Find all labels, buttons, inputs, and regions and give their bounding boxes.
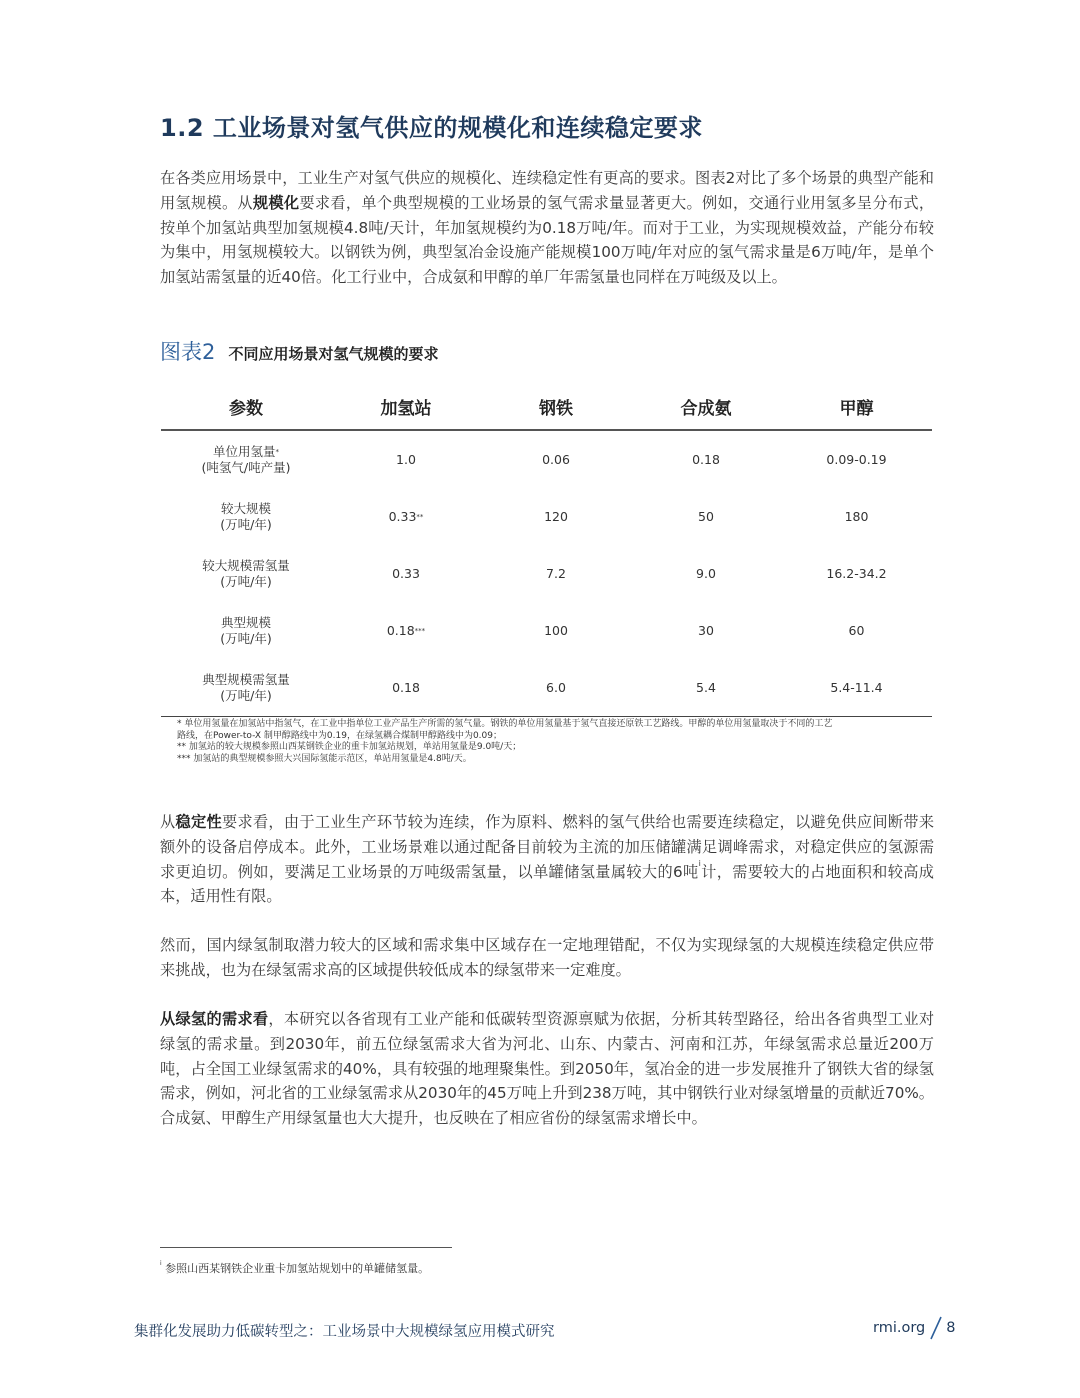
paragraph-text: 要求看，单个典型规模的工业场景的氢气需求量显著更大。例如，交通行业用氢多呈分布式，按单个加氢站典型加氢规模4.8吨/天计，年加氢规模约为0.18万吨/年。而对于工业，为实现规模效益，产能分布较为集中，用氢规模较大。以钢铁为例，典型氢冶金设施产能规模100万吨/年对应的氢气需求量是6万吨/年，是单个加氢站需氢量的近40倍。化工行业中，合成氨和甲醇的单厂年需氢量也同样在万吨级及以上。 bbox=[160, 193, 935, 287]
table-cell: 0.09-0.19 bbox=[826, 451, 887, 467]
table-cell bbox=[331, 545, 481, 602]
paragraph-stability bbox=[160, 810, 934, 909]
column-header: 合成氨 bbox=[631, 384, 781, 430]
column-header: 钢铁 bbox=[481, 384, 631, 430]
table-cell: 5.4 bbox=[631, 659, 781, 717]
table-cell bbox=[331, 659, 481, 717]
table-cell: 6.0 bbox=[481, 659, 631, 717]
footnote-text: 参照山西某钢铁企业重卡加氢站规划中的单罐储氢量。 bbox=[165, 1262, 430, 1275]
section-title: 1.2 工业场景对氢气供应的规模化和连续稳定要求 bbox=[160, 114, 703, 142]
paragraph-emphasis: 稳定性 bbox=[175, 813, 222, 831]
row-label-main: 单位用氢量 bbox=[212, 443, 276, 459]
table-row bbox=[161, 602, 932, 659]
row-label-unit: (万吨/年) bbox=[220, 516, 272, 532]
table-cell bbox=[331, 602, 481, 659]
paragraph-text: ，本研究以各省现有工业产能和低碳转型资源禀赋为依据，分析其转型路径，给出各省典型工业对绿氢的需求量。到2030年，前五位绿氢需求大省为河北、山东、内蒙古、河南和江苏，年绿氢需求总量近200万吨，占全国工业绿氢需求的40%，具有较强的地理聚集性。到2050年，氢冶金的进一步发展推升了钢铁大省的绿氢需求，例如，河北省的工业绿氢需求从2030年的45万吨上升到238万吨，其中钢铁行业对绿氢增量的贡献近70%。合成氨、甲醇生产用绿氢量也大大提升，也反映在了相应省份的绿氢需求增长中。 bbox=[160, 1010, 935, 1128]
table-notes bbox=[177, 719, 933, 765]
table-cell: 0.18 bbox=[692, 451, 720, 467]
paragraph-emphasis: 从绿氢的需求看 bbox=[160, 1010, 269, 1028]
paragraph-demand bbox=[160, 1007, 934, 1131]
table-row bbox=[161, 545, 932, 602]
table-cell: 50 bbox=[698, 508, 714, 524]
row-label-main: 典型规模 bbox=[220, 614, 271, 630]
footnote-ref[interactable]: i bbox=[698, 858, 701, 868]
table-cell: 180 bbox=[844, 508, 869, 524]
table-row bbox=[161, 488, 932, 545]
row-label-mark: * bbox=[275, 447, 279, 456]
cell-value: 0.18 bbox=[392, 679, 420, 695]
footer-title: 集群化发展助力低碳转型之：工业场景中大规模绿氢应用模式研究 bbox=[134, 1324, 555, 1340]
row-label bbox=[161, 602, 331, 659]
footer-page-info bbox=[873, 1316, 956, 1340]
table-cell bbox=[331, 430, 481, 488]
table-cell: 60 bbox=[848, 622, 865, 638]
table-note: 路线，在Power-to-X 制甲醇路线中为0.19，在绿氢耦合煤制甲醇路线中为0.09； bbox=[177, 730, 502, 741]
paragraph-scale bbox=[160, 166, 934, 290]
table-cell: 0.06 bbox=[542, 451, 570, 467]
cell-mark: *** bbox=[414, 626, 426, 635]
figure-caption: 不同应用场景对氢气规模的要求 bbox=[228, 345, 439, 363]
footnote-mark: i bbox=[160, 1260, 162, 1267]
table-row bbox=[161, 430, 932, 488]
figure-label: 图表2 bbox=[160, 340, 216, 364]
row-label bbox=[161, 488, 331, 545]
table-note: ** 加氢站的较大规模参照山西某钢铁企业的重卡加氢站规划，单站用氢量是9.0吨/天； bbox=[177, 742, 522, 752]
footnote bbox=[160, 1260, 429, 1276]
row-label-unit: (吨氢气/吨产量) bbox=[201, 459, 291, 475]
column-header: 参数 bbox=[161, 384, 331, 430]
table-cell: 100 bbox=[544, 622, 568, 638]
paragraph-emphasis: 规模化 bbox=[252, 193, 300, 212]
row-label-main: 较大规模需氢量 bbox=[202, 557, 290, 573]
table-note: * 单位用氢量在加氢站中指氢气，在工业中指单位工业产品生产所需的氢气量。钢铁的单位用氢量基于氢气直接还原铁工艺路线。甲醇的单位用氢量取决于不同的工艺 bbox=[177, 719, 833, 729]
hydrogen-scale-table bbox=[161, 384, 932, 717]
row-label-unit: (万吨/年) bbox=[220, 630, 272, 646]
footnote-divider bbox=[160, 1247, 452, 1248]
paragraph-text: 从 bbox=[160, 813, 176, 831]
row-label-unit: (万吨/年) bbox=[220, 687, 272, 703]
paragraph-text: 在各类应用场景中，工业生产对氢气供应的规模化、连续稳定性有更高的要求。图表2对比了多个场景的典型产能和用氢规模。从 bbox=[160, 169, 934, 212]
table-cell bbox=[331, 488, 481, 545]
row-label bbox=[161, 659, 331, 717]
table-cell: 9.0 bbox=[696, 565, 716, 581]
paragraph-text: 计，需要较大的占地面积和较高成本，适用性有限。 bbox=[160, 862, 934, 906]
row-label-main: 典型规模需氢量 bbox=[202, 671, 290, 687]
column-header: 甲醇 bbox=[781, 384, 932, 430]
table-cell: 120 bbox=[544, 508, 568, 524]
paragraph-text: 要求看，由于工业生产环节较为连续，作为原料、燃料的氢气供给也需要连续稳定，以避免供应间断带来额外的设备启停成本。此外，工业场景难以通过配备目前较为主流的加压储罐满足调峰需求，对稳定供应的氢源需求更迫切。例如，要满足工业场景的万吨级需氢量，以单罐储氢量属较大的6吨 bbox=[160, 813, 935, 881]
table-note: *** 加氢站的典型规模参照大兴国际氢能示范区，单站用氢量是4.8吨/天。 bbox=[177, 753, 472, 764]
footer-site-link[interactable]: rmi.org bbox=[873, 1320, 926, 1336]
table-cell: 5.4-11.4 bbox=[781, 659, 932, 717]
row-label-main: 较大规模 bbox=[220, 500, 271, 516]
figure-title bbox=[160, 336, 438, 366]
cell-value: 0.18 bbox=[386, 622, 415, 638]
row-label-unit: (万吨/年) bbox=[220, 573, 272, 589]
column-header: 加氢站 bbox=[331, 384, 481, 430]
table-cell: 16.2-34.2 bbox=[826, 565, 887, 581]
paragraph-mismatch: 然而，国内绿氢制取潜力较大的区域和需求集中区域存在一定地理错配，不仅为实现绿氢的大规模连续稳定供应带来挑战，也为在绿氢需求高的区域提供较低成本的绿氢带来一定难度。 bbox=[160, 936, 934, 979]
table-row bbox=[161, 659, 932, 717]
slash-divider-icon bbox=[929, 1316, 943, 1340]
cell-value: 0.33 bbox=[392, 565, 420, 581]
cell-value: 1.0 bbox=[396, 451, 416, 467]
cell-value: 0.33 bbox=[388, 508, 417, 524]
table-cell: 7.2 bbox=[546, 565, 566, 581]
row-label bbox=[161, 545, 331, 602]
cell-mark: ** bbox=[416, 512, 424, 521]
page-number: 8 bbox=[946, 1320, 956, 1336]
row-label bbox=[161, 430, 331, 488]
table-header-row bbox=[161, 384, 932, 430]
table-cell: 30 bbox=[698, 622, 714, 638]
